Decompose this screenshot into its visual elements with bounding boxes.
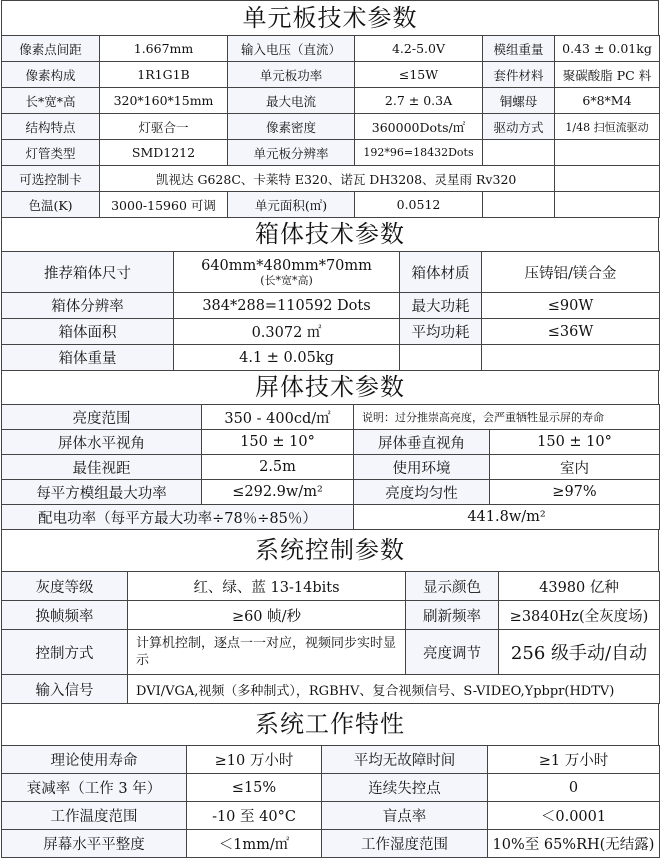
cabinet-title: 箱体技术参数: [1, 218, 659, 251]
value-cell: ≤90W: [482, 293, 660, 319]
value-cell: ＜1mm/㎡: [187, 830, 322, 858]
label-cell: 平均功耗: [400, 319, 482, 345]
table-row: [2, 114, 660, 140]
table-row: [2, 293, 660, 319]
table-row: [2, 319, 660, 345]
value-cell: 0: [488, 774, 660, 802]
value-cell: 256 级手动/自动: [499, 630, 660, 675]
value-cell: [174, 252, 400, 293]
value-cell: 10%至 65%RH(无结露): [488, 830, 660, 858]
label-cell: 平均无故障时间: [322, 746, 488, 774]
label-cell: 单元板分辨率: [228, 140, 355, 166]
value-cell: 350 - 400cd/㎡: [202, 405, 354, 430]
empty-cell: [482, 345, 660, 371]
label-cell: 驱动方式: [483, 114, 555, 140]
label-cell: 最大电流: [228, 88, 355, 114]
label-cell: 配电功率（每平方最大功率÷78％÷85％）: [2, 505, 354, 530]
value-cell: SMD1212: [100, 140, 228, 166]
value-cell: ≤292.9w/m²: [202, 480, 354, 505]
label-cell: 控制方式: [2, 630, 128, 675]
label-cell: 亮度范围: [2, 405, 202, 430]
unit-board-table: [1, 35, 660, 218]
label-cell: 输入电压（直流）: [228, 36, 355, 62]
value-cell: 360000Dots/㎡: [355, 114, 483, 140]
table-row: [2, 405, 660, 430]
label-cell: 长*宽*高: [2, 88, 100, 114]
label-cell: 箱体面积: [2, 319, 174, 345]
value-cell: 灯驱合一: [100, 114, 228, 140]
table-row: [2, 88, 660, 114]
empty-cell: [483, 140, 555, 166]
label-cell: 显示颜色: [406, 572, 499, 601]
value-cell: ≥97%: [490, 480, 660, 505]
value-cell: 192*96=18432Dots: [355, 140, 483, 166]
label-cell: 像素构成: [2, 62, 100, 88]
label-cell: 灯管类型: [2, 140, 100, 166]
label-cell: 连续失控点: [322, 774, 488, 802]
label-cell: 工作温度范围: [2, 802, 187, 830]
label-cell: 可选控制卡: [2, 166, 100, 192]
value-cell: 1R1G1B: [100, 62, 228, 88]
table-row: [2, 480, 660, 505]
table-row: [2, 455, 660, 480]
value-cell: 计算机控制，逐点一一对应，视频同步实时显示: [128, 630, 406, 675]
table-row: [2, 601, 660, 630]
table-row: [2, 140, 660, 166]
value-cell: ≤15W: [355, 62, 483, 88]
empty-cell: [483, 192, 555, 218]
value-cell: ≤36W: [482, 319, 660, 345]
value-cell: 1/48 扫恒流驱动: [555, 114, 660, 140]
value-cell: 0.0512: [355, 192, 483, 218]
label-cell: 衰减率（工作 3 年）: [2, 774, 187, 802]
label-cell: 工作湿度范围: [322, 830, 488, 858]
spec-sheet: [1, 0, 659, 858]
label-cell: 色温(K): [2, 192, 100, 218]
label-cell: 推荐箱体尺寸: [2, 252, 174, 293]
value-cell: 室内: [490, 455, 660, 480]
empty-cell: [555, 140, 660, 166]
table-row: [2, 62, 660, 88]
label-cell: 输入信号: [2, 675, 128, 704]
label-cell: 单元面积(㎡): [228, 192, 355, 218]
value-cell: 聚碳酸脂 PC 料: [555, 62, 660, 88]
value-cell: 2.5m: [202, 455, 354, 480]
label-cell: 换帧频率: [2, 601, 128, 630]
value-cell: 红、绿、蓝 13-14bits: [128, 572, 406, 601]
table-row: [2, 505, 660, 530]
label-cell: 结构特点: [2, 114, 100, 140]
label-cell: 每平方模组最大功率: [2, 480, 202, 505]
label-cell: 屏体水平视角: [2, 430, 202, 455]
label-cell: 模组重量: [483, 36, 555, 62]
table-row: [2, 36, 660, 62]
table-row: [2, 830, 660, 858]
value-cell: 0.43 ± 0.01kg: [555, 36, 660, 62]
value-cell: 150 ± 10°: [490, 430, 660, 455]
value-cell: ≥10 万小时: [187, 746, 322, 774]
screen-title: 屏体技术参数: [1, 371, 659, 404]
value-cell: ≥3840Hz(全灰度场): [499, 601, 660, 630]
table-row: [2, 430, 660, 455]
empty-cell: [400, 345, 482, 371]
table-row: [2, 192, 660, 218]
table-row: [2, 774, 660, 802]
value-cell: ≥1 万小时: [488, 746, 660, 774]
label-cell: 箱体材质: [400, 252, 482, 293]
value-cell: 凯视达 G628C、卡莱特 E320、诺瓦 DH3208、灵星雨 Rv320: [100, 166, 555, 192]
table-row: [2, 675, 660, 704]
label-cell: 套件材料: [483, 62, 555, 88]
value-cell: 320*160*15mm: [100, 88, 228, 114]
label-cell: 盲点率: [322, 802, 488, 830]
value-cell: 4.1 ± 0.05kg: [174, 345, 400, 371]
table-row: [2, 252, 660, 293]
empty-cell: [555, 166, 660, 192]
table-row: [2, 345, 660, 371]
label-cell: 屏体垂直视角: [354, 430, 490, 455]
system-work-title: 系统工作特性: [1, 704, 659, 745]
table-row: [2, 572, 660, 601]
cabinet-size-note: (长*宽*高): [260, 273, 313, 287]
value-cell: 441.8w/m²: [354, 505, 660, 530]
value-cell: 3000-15960 可调: [100, 192, 228, 218]
screen-table: [1, 404, 660, 530]
value-cell: 384*288=110592 Dots: [174, 293, 400, 319]
system-work-table: [1, 745, 660, 858]
value-cell: ≤15%: [187, 774, 322, 802]
label-cell: 亮度调节: [406, 630, 499, 675]
value-cell: 2.7 ± 0.3A: [355, 88, 483, 114]
system-control-title: 系统控制参数: [1, 530, 659, 571]
value-cell: ≥60 帧/秒: [128, 601, 406, 630]
value-cell: 压铸铝/镁合金: [482, 252, 660, 293]
value-cell: 43980 亿种: [499, 572, 660, 601]
value-cell: 150 ± 10°: [202, 430, 354, 455]
label-cell: 刷新频率: [406, 601, 499, 630]
label-cell: 铜螺母: [483, 88, 555, 114]
value-cell: 4.2-5.0V: [355, 36, 483, 62]
system-control-table: [1, 571, 660, 704]
table-row: [2, 746, 660, 774]
table-row: [2, 166, 660, 192]
unit-board-title: 单元板技术参数: [1, 0, 659, 35]
label-cell: 最大功耗: [400, 293, 482, 319]
label-cell: 单元板功率: [228, 62, 355, 88]
value-cell: -10 至 40°C: [187, 802, 322, 830]
value-cell: 1.667mm: [100, 36, 228, 62]
label-cell: 箱体重量: [2, 345, 174, 371]
label-cell: 灰度等级: [2, 572, 128, 601]
label-cell: 亮度均匀性: [354, 480, 490, 505]
cabinet-table: [1, 251, 660, 371]
label-cell: 使用环境: [354, 455, 490, 480]
value-cell: 6*8*M4: [555, 88, 660, 114]
label-cell: 箱体分辨率: [2, 293, 174, 319]
label-cell: 最佳视距: [2, 455, 202, 480]
table-row: [2, 630, 660, 675]
value-cell: ＜0.0001: [488, 802, 660, 830]
value-cell: 0.3072 ㎡: [174, 319, 400, 345]
empty-cell: [555, 192, 660, 218]
table-row: [2, 802, 660, 830]
label-cell: 理论使用寿命: [2, 746, 187, 774]
label-cell: 屏幕水平平整度: [2, 830, 187, 858]
value-cell: DVI/VGA,视频（多种制式），RGBHV、复合视频信号、S-VIDEO,Ypbpr(HDTV): [128, 675, 660, 704]
label-cell: 像素点间距: [2, 36, 100, 62]
note-cell: 说明：过分推崇高亮度，会严重牺牲显示屏的寿命: [354, 405, 660, 430]
cabinet-size-value: 640mm*480mm*70mm: [201, 257, 372, 274]
label-cell: 像素密度: [228, 114, 355, 140]
